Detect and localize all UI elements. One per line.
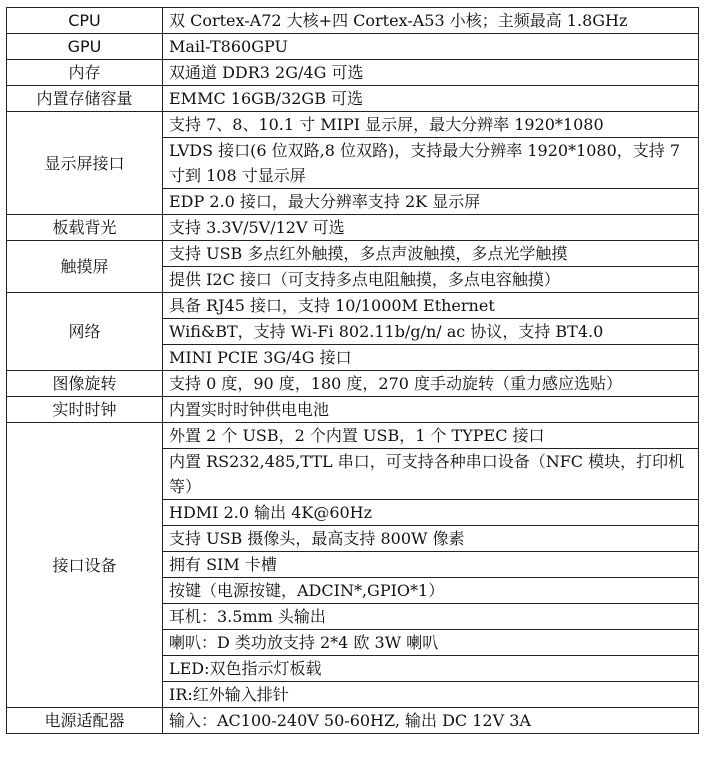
row-label: 图像旋转 [7, 371, 163, 397]
row-label: 实时时钟 [7, 397, 163, 423]
table-row [7, 423, 699, 449]
row-value: MINI PCIE 3G/4G 接口 [163, 345, 699, 371]
row-label: CPU [7, 8, 163, 34]
row-label: 内存 [7, 60, 163, 86]
table-row [7, 34, 699, 60]
table-row [7, 112, 699, 138]
row-label: 电源适配器 [7, 708, 163, 734]
row-value: 拥有 SIM 卡槽 [163, 552, 699, 578]
table-row [7, 8, 699, 34]
row-value: LVDS 接口(6 位双路,8 位双路)，支持最大分辨率 1920*1080，支持 7 寸到 108 寸显示屏 [163, 138, 699, 189]
table-row [7, 86, 699, 112]
row-value: 按键（电源按键，ADCIN*,GPIO*1） [163, 578, 699, 604]
row-value: 支持 USB 多点红外触摸，多点声波触摸，多点光学触摸 [163, 241, 699, 267]
row-value: 耳机：3.5mm 头输出 [163, 604, 699, 630]
row-value: EDP 2.0 接口，最大分辨率支持 2K 显示屏 [163, 189, 699, 215]
table-row [7, 397, 699, 423]
row-value: 双 Cortex-A72 大核+四 Cortex-A53 小核；主频最高 1.8GHz [163, 8, 699, 34]
row-value: 内置实时时钟供电电池 [163, 397, 699, 423]
row-value: 支持 3.3V/5V/12V 可选 [163, 215, 699, 241]
row-value: 支持 7、8、10.1 寸 MIPI 显示屏，最大分辨率 1920*1080 [163, 112, 699, 138]
table-row [7, 215, 699, 241]
row-value: IR:红外输入排针 [163, 682, 699, 708]
row-value: LED:双色指示灯板载 [163, 656, 699, 682]
row-value: 支持 0 度，90 度，180 度，270 度手动旋转（重力感应选贴） [163, 371, 699, 397]
row-value: 具备 RJ45 接口，支持 10/1000M Ethernet [163, 293, 699, 319]
table-row [7, 371, 699, 397]
row-value: 支持 USB 摄像头，最高支持 800W 像素 [163, 526, 699, 552]
row-value: 外置 2 个 USB，2 个内置 USB，1 个 TYPEC 接口 [163, 423, 699, 449]
row-label: 网络 [7, 293, 163, 371]
row-value: Wifi&BT，支持 Wi-Fi 802.11b/g/n/ ac 协议，支持 BT4.0 [163, 319, 699, 345]
spec-table [6, 7, 699, 734]
row-label: 板载背光 [7, 215, 163, 241]
row-label: 触摸屏 [7, 241, 163, 293]
table-row [7, 60, 699, 86]
table-row [7, 241, 699, 267]
row-value: 输入：AC100-240V 50-60HZ, 输出 DC 12V 3A [163, 708, 699, 734]
spec-table-body [7, 8, 699, 734]
row-value: HDMI 2.0 输出 4K@60Hz [163, 500, 699, 526]
row-label: 显示屏接口 [7, 112, 163, 215]
row-value: 双通道 DDR3 2G/4G 可选 [163, 60, 699, 86]
table-row [7, 708, 699, 734]
row-value: Mail-T860GPU [163, 34, 699, 60]
row-value: 喇叭：D 类功放支持 2*4 欧 3W 喇叭 [163, 630, 699, 656]
row-value: EMMC 16GB/32GB 可选 [163, 86, 699, 112]
table-row [7, 293, 699, 319]
row-label: 接口设备 [7, 423, 163, 708]
row-value: 内置 RS232,485,TTL 串口，可支持各种串口设备（NFC 模块，打印机等） [163, 449, 699, 500]
row-label: GPU [7, 34, 163, 60]
row-value: 提供 I2C 接口（可支持多点电阻触摸，多点电容触摸） [163, 267, 699, 293]
row-label: 内置存储容量 [7, 86, 163, 112]
